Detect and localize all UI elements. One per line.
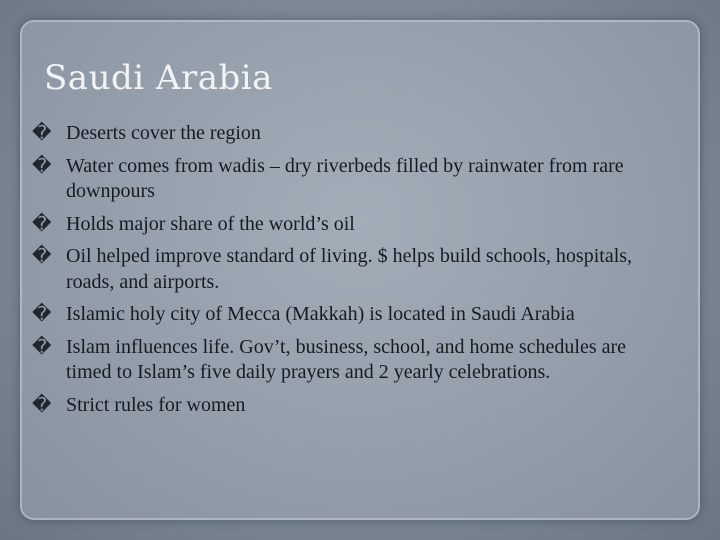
bullet-marker-icon: � [32, 154, 52, 177]
bullet-item [32, 212, 662, 238]
bullet-text: Holds major share of the world’s oil [66, 212, 355, 235]
bullet-text: Islam influences life. Gov’t, business, school, and home schedules are timed to Islam’s five daily prayers and 2 yearly celebrations. [66, 335, 627, 383]
bullet-text: Oil helped improve standard of living. $ helps build schools, hospitals, roads, and airports. [66, 245, 633, 293]
bullet-marker-icon: � [32, 122, 52, 144]
bullet-item [32, 244, 662, 295]
bullet-item [32, 393, 662, 419]
bullet-item [32, 335, 662, 386]
bullet-marker-icon: � [32, 212, 52, 235]
bullet-item [32, 302, 662, 328]
bullet-item [32, 154, 662, 205]
bullet-text: Islamic holy city of Mecca (Makkah) is located in Saudi Arabia [66, 303, 575, 325]
bullet-text: Deserts cover the region [66, 122, 261, 144]
bullet-marker-icon: � [32, 335, 52, 358]
slide-title: Saudi Arabia [44, 58, 273, 98]
bullet-text: Strict rules for women [66, 393, 246, 416]
bullet-list [32, 121, 662, 425]
bullet-text: Water comes from wadis – dry riverbeds filled by rainwater from rare downpours [66, 154, 624, 202]
bullet-marker-icon: � [32, 245, 52, 267]
bullet-item [32, 121, 662, 147]
bullet-marker-icon: � [32, 303, 52, 325]
bullet-marker-icon: � [32, 393, 52, 416]
